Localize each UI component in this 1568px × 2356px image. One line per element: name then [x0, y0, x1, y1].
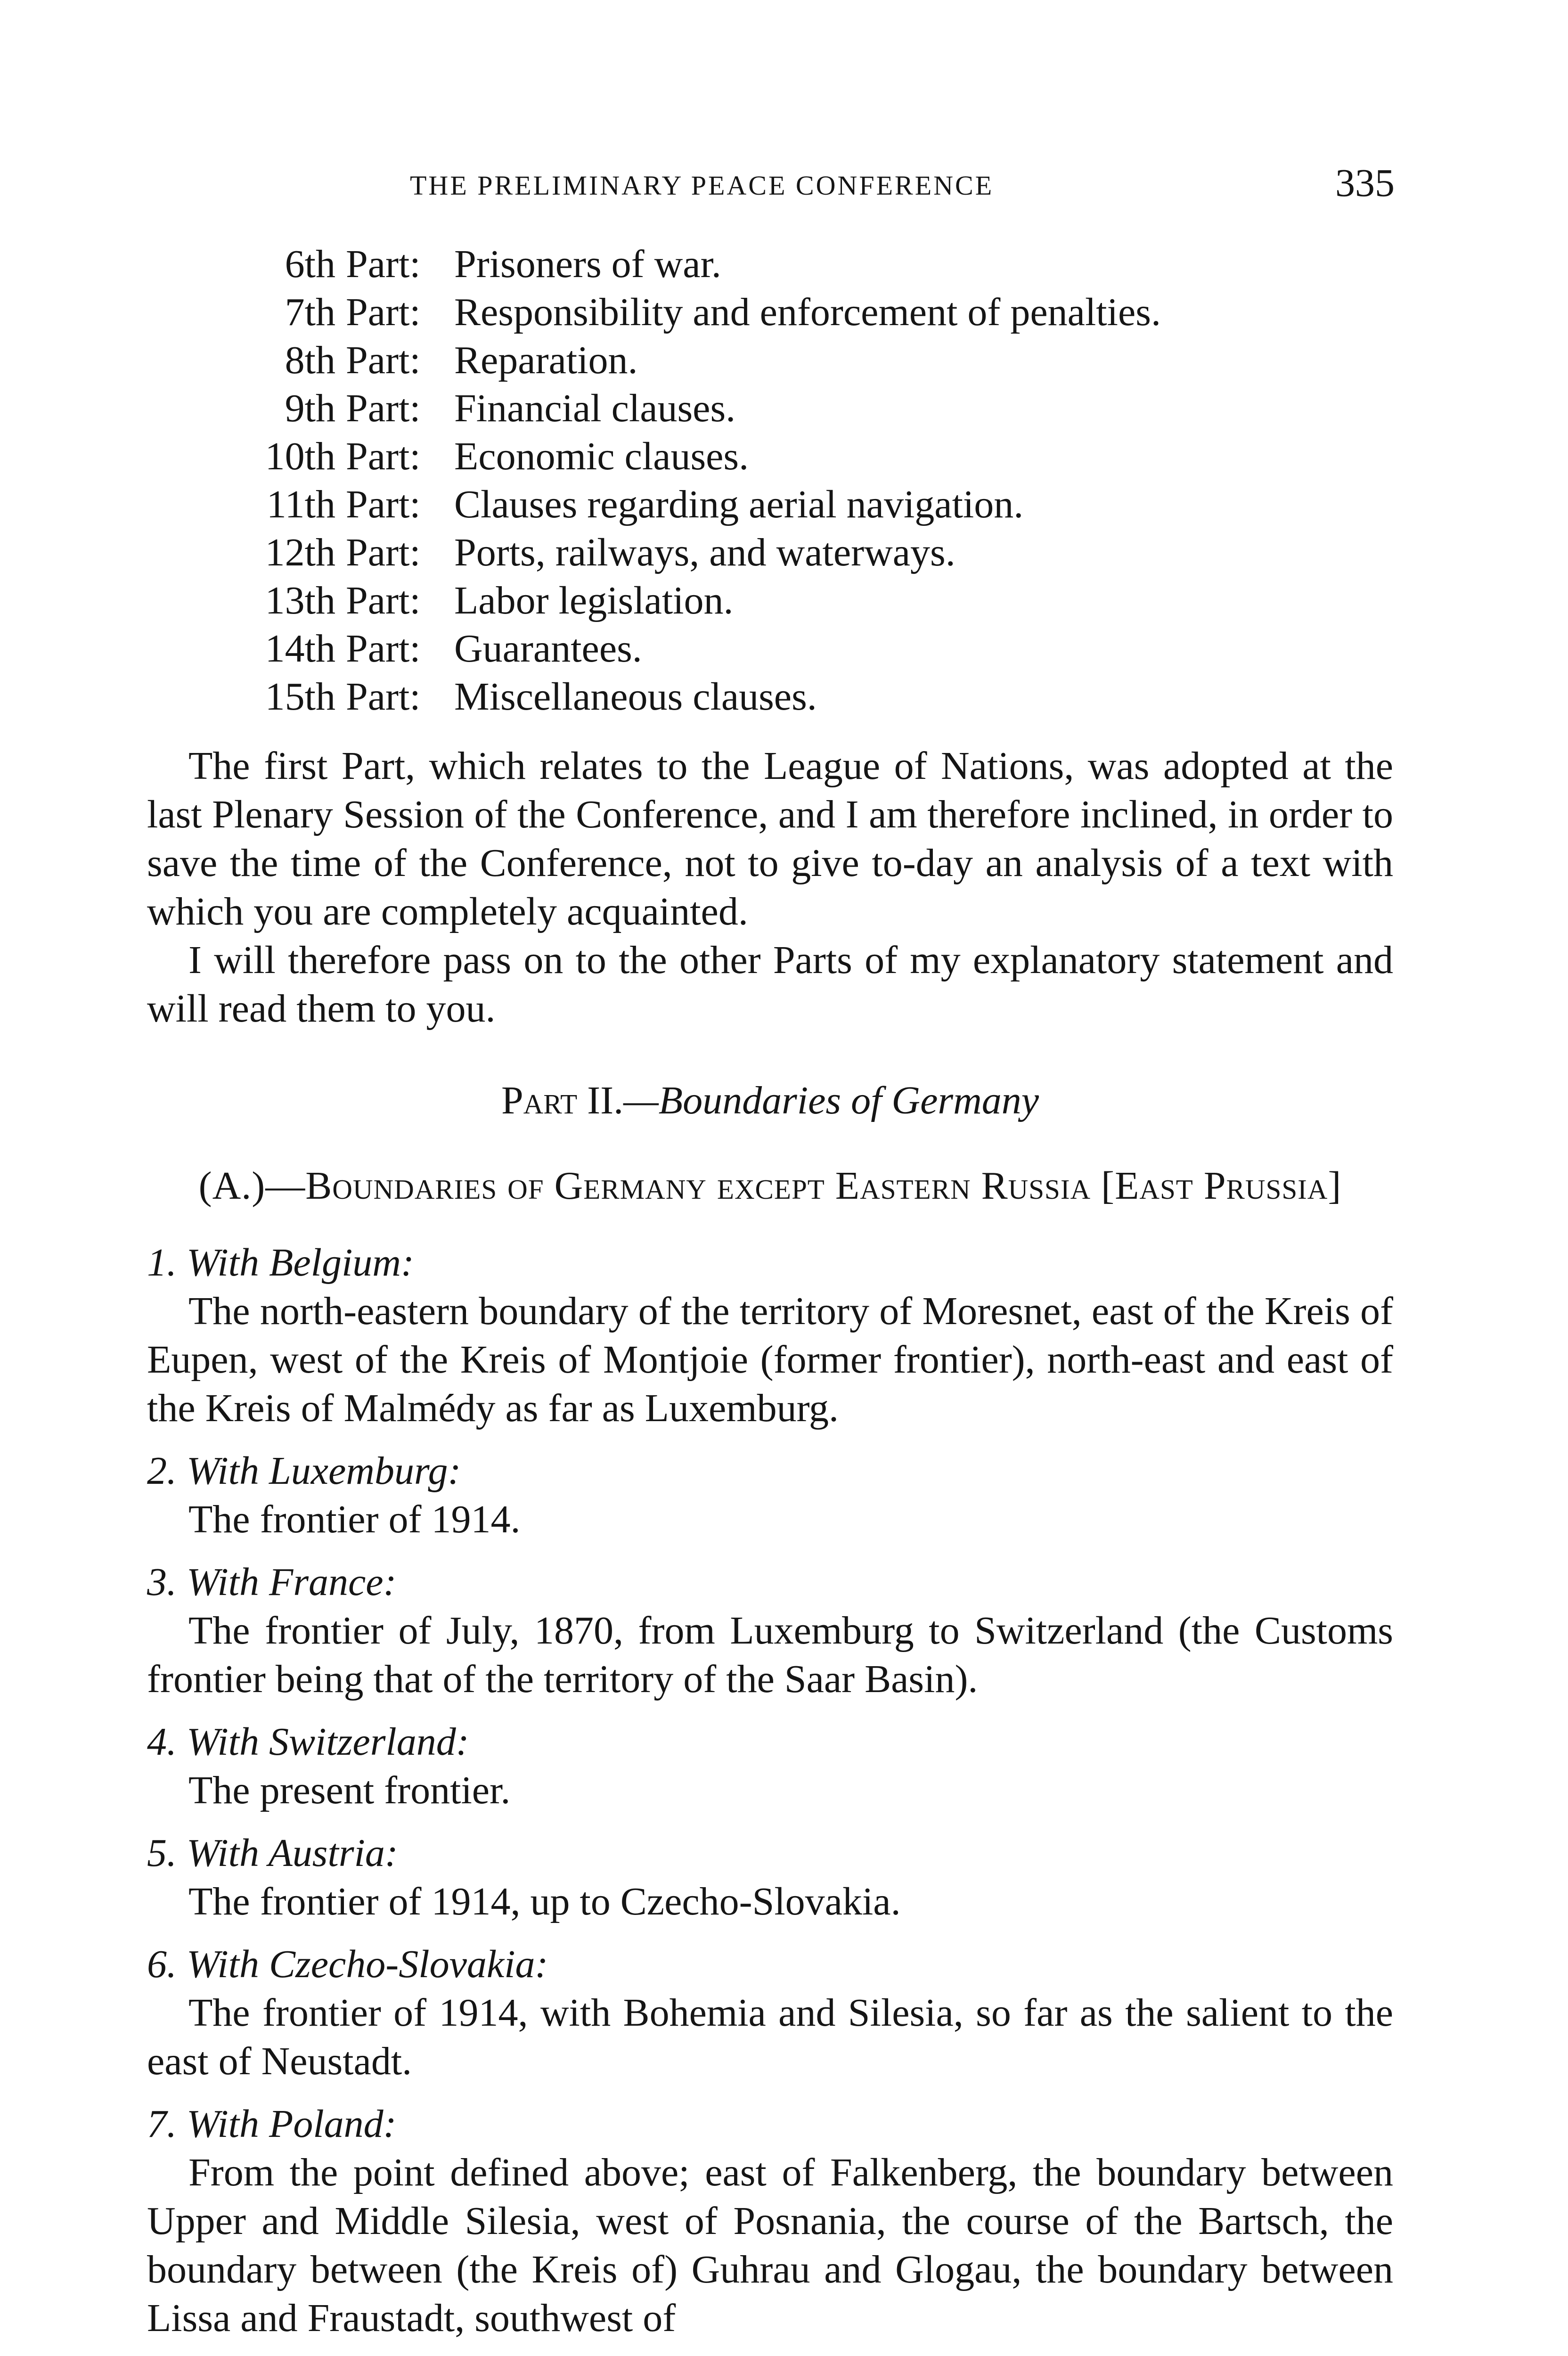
part-number: 12th: [265, 531, 335, 574]
boundary-entry: [147, 1447, 1393, 1544]
part-description: Labor legislation.: [454, 579, 734, 622]
boundary-title: 1. With Belgium:: [147, 1241, 414, 1284]
running-title: THE PRELIMINARY PEACE CONFERENCE: [410, 170, 994, 201]
boundary-entry: [147, 1238, 1393, 1432]
part-number: 10th: [265, 434, 335, 478]
boundary-title: 3. With France:: [147, 1560, 397, 1604]
boundary-entry: [147, 1558, 1393, 1703]
boundary-entry: [147, 1829, 1393, 1926]
running-header: [0, 160, 1568, 207]
part-word: Part:: [346, 338, 421, 382]
part-number: 15th: [265, 675, 335, 719]
part-description: Ports, railways, and waterways.: [454, 531, 956, 574]
part-word: Part:: [346, 242, 421, 286]
part-number: 9th: [285, 386, 335, 430]
part-description: Economic clauses.: [454, 434, 749, 478]
part-heading-subtitle: —Boundaries of Germany: [623, 1079, 1039, 1122]
part-word: Part:: [346, 579, 421, 622]
body-paragraph: The first Part, which relates to the League of Nations, was adopted at the last Plenary Session of the Conference, and I am therefore inclined, in order to save the time of the Conference, not to give to-day an analysis of a text with which you are completely acquainted.: [147, 744, 1393, 933]
parts-list: [147, 240, 1393, 721]
part-number: 7th: [285, 290, 335, 334]
boundary-text: The frontier of 1914.: [188, 1497, 521, 1541]
part-heading: [147, 1076, 1393, 1125]
parts-list-item: [147, 288, 1393, 336]
part-description: Prisoners of war.: [454, 242, 721, 286]
part-word: Part:: [346, 675, 421, 719]
parts-list-item: [147, 384, 1393, 433]
boundary-entry: [147, 1940, 1393, 2086]
part-description: Clauses regarding aerial navigation.: [454, 483, 1024, 526]
boundary-text: The present frontier.: [188, 1768, 511, 1812]
section-heading: (A.)—Boundaries of Germany except Eastern Russia [East Prussia]: [198, 1164, 1342, 1208]
part-number: 8th: [285, 338, 335, 382]
page-body: [147, 240, 1393, 2342]
part-word: Part:: [346, 386, 421, 430]
page-number: 335: [1335, 161, 1395, 205]
boundary-text: The frontier of July, 1870, from Luxemburg to Switzerland (the Customs frontier being that of the territory of the Saar Basin).: [147, 1609, 1393, 1701]
part-word: Part:: [346, 290, 421, 334]
boundary-text: The frontier of 1914, with Bohemia and Silesia, so far as the salient to the east of Neustadt.: [147, 1991, 1393, 2083]
parts-list-item: [147, 240, 1393, 288]
boundary-entry: [147, 2100, 1393, 2342]
part-word: Part:: [346, 483, 421, 526]
part-description: Responsibility and enforcement of penalties.: [454, 290, 1161, 334]
boundary-entry: [147, 1718, 1393, 1815]
parts-list-item: [147, 625, 1393, 673]
boundary-text: The frontier of 1914, up to Czecho-Slovakia.: [188, 1880, 901, 1923]
part-number: 14th: [265, 627, 335, 671]
boundary-text: The north-eastern boundary of the territory of Moresnet, east of the Kreis of Eupen, west of the Kreis of Montjoie (former frontier), north-east and east of the Kreis of Malmédy as far as Luxemburg.: [147, 1289, 1393, 1430]
parts-list-item: [147, 336, 1393, 384]
part-description: Miscellaneous clauses.: [454, 675, 817, 719]
part-heading-label: Part II.: [501, 1079, 624, 1122]
boundary-text: From the point defined above; east of Falkenberg, the boundary between Upper and Middle Silesia, west of Posnania, the course of the Bartsch, the boundary between (the Kreis of) Guhrau and Glogau, the boundary between Lissa and Fraustadt, southwest of: [147, 2151, 1393, 2340]
boundary-title: 5. With Austria:: [147, 1831, 398, 1875]
boundary-title: 4. With Switzerland:: [147, 1720, 469, 1764]
parts-list-item: [147, 673, 1393, 721]
part-description: Guarantees.: [454, 627, 642, 671]
parts-list-item: [147, 481, 1393, 529]
boundary-title: 6. With Czecho-Slovakia:: [147, 1942, 548, 1986]
boundary-title: 2. With Luxemburg:: [147, 1449, 461, 1493]
part-word: Part:: [346, 434, 421, 478]
part-number: 6th: [285, 242, 335, 286]
part-number: 13th: [265, 579, 335, 622]
part-description: Reparation.: [454, 338, 638, 382]
parts-list-item: [147, 433, 1393, 481]
part-description: Financial clauses.: [454, 386, 736, 430]
body-paragraph: I will therefore pass on to the other Parts of my explanatory statement and will read them to you.: [147, 938, 1393, 1031]
part-number: 11th: [266, 483, 335, 526]
parts-list-item: [147, 529, 1393, 577]
part-word: Part:: [346, 531, 421, 574]
parts-list-item: [147, 577, 1393, 625]
boundary-title: 7. With Poland:: [147, 2102, 397, 2146]
part-word: Part:: [346, 627, 421, 671]
